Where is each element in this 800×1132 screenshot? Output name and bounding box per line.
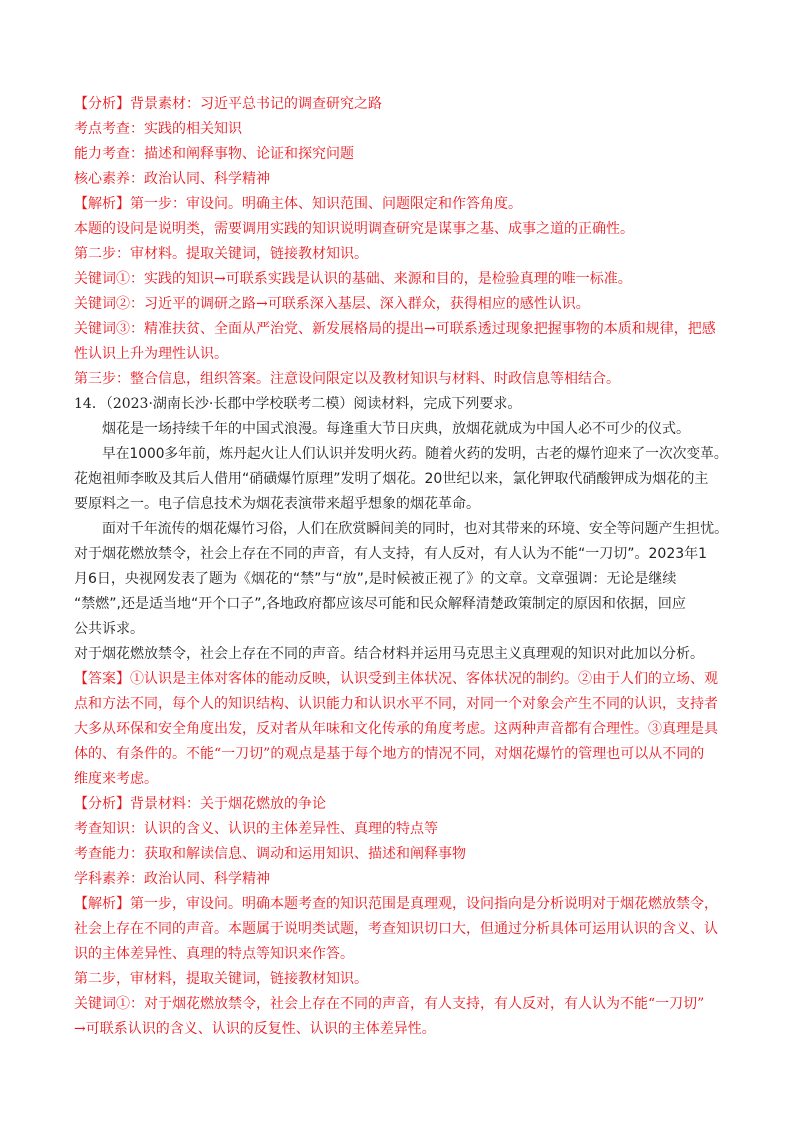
explanation-2-step-2: 第二步，审材料，提取关键词，链接教材知识。 [74,971,368,987]
answer-line-1: 【答案】①认识是主体对客体的能动反映，认识受到主体状况、客体状况的制约。②由于人们的立场、观 [74,671,718,687]
explanation-step-2: 第二步：审材料。提取关键词，链接教材知识。 [74,246,368,262]
subject-literacy: 学科素养：政治认同、科学精神 [74,871,270,887]
ability-point: 能力考查：描述和阐释事物、论证和探究问题 [74,146,354,162]
question-prompt: 对于烟花燃放禁令，社会上存在不同的声音。结合材料并运用马克思主义真理观的知识对此加以分析。 [74,646,704,662]
material-paragraph-3-line-5: 公共诉求。 [74,621,144,637]
answer-line-4: 体的、有条件的。不能“一刀切”的观点是基于每个地方的情况不同，对烟花爆竹的管理也可以从不同的 [74,746,705,762]
keyword-2: 关键词②：习近平的调研之路→可联系深入基层、深入群众，获得相应的感性认识。 [74,296,590,312]
keyword-2-1-continued: →可联系认识的含义、认识的反复性、认识的主体差异性。 [74,1021,436,1037]
explanation-step-1: 【解析】第一步：审设问。明确主体、知识范围、问题限定和作答角度。 [74,196,522,212]
explanation-2-line-3: 识的主体差异性、真理的特点等知识来作答。 [74,946,354,962]
core-literacy: 核心素养：政治认同、科学精神 [74,171,270,187]
question-header: 14．（2023·湖南长沙·长郡中学校联考二模）阅读材料，完成下列要求。 [74,396,522,412]
keyword-1: 关键词①：实践的知识→可联系实践是认识的基础、来源和目的，是检验真理的唯一标准。 [74,271,632,287]
keyword-2-1: 关键词①：对于烟花燃放禁令，社会上存在不同的声音，有人支持，有人反对，有人认为不能“一刀切” [74,996,705,1012]
material-paragraph-3-line-2: 对于烟花燃放禁令，社会上存在不同的声音，有人支持，有人反对，有人认为不能“一刀切”。2023年1 [74,546,708,562]
material-paragraph-2-line-3: 要原料之一。电子信息技术为烟花表演带来超乎想象的烟花革命。 [74,496,480,512]
answer-line-3: 大多从环保和安全角度出发，反对者从年味和文化传承的角度考虑。这两种声音都有合理性。③真理是具 [74,721,718,737]
material-paragraph-1: 烟花是一场持续千年的中国式浪漫。每逢重大节日庆典，放烟花就成为中国人必不可少的仪式。 [102,421,690,437]
material-paragraph-3: 面对千年流传的烟花爆竹习俗，人们在欣赏瞬间美的同时，也对其带来的环境、安全等问题产生担忧。 [102,521,729,537]
material-paragraph-2: 早在1000多年前，炼丹起火让人们认识并发明火药。随着火药的发明，古老的爆竹迎来了一次次变革。 [102,446,728,462]
material-paragraph-2-line-2: 花炮祖师李畋及其后人借用“硝磺爆竹原理”发明了烟花。20世纪以来，氯化钾取代硝酸钾成为烟花的主 [74,471,709,487]
answer-line-5: 维度来考虑。 [74,771,158,787]
material-paragraph-3-line-3: 月6日，央视网发表了题为《烟花的“禁”与“放”,是时候被正视了》的文章。文章强调：无论是继续 [74,571,677,587]
analysis-heading: 【分析】背景素材：习近平总书记的调查研究之路 [74,96,382,112]
explanation-2-step-1: 【解析】第一步，审设问。明确本题考查的知识范围是真理观，设问指向是分析说明对于烟花燃放禁令， [74,896,718,912]
exam-knowledge: 考查知识：认识的含义、认识的主体差异性、真理的特点等 [74,821,438,837]
exam-point: 考点考查：实践的相关知识 [74,121,242,137]
keyword-3: 关键词③：精准扶贫、全面从严治党、新发展格局的提出→可联系透过现象把握事物的本质和规律，把感 [74,321,716,337]
keyword-3-continued: 性认识上升为理性认识。 [74,346,228,362]
exam-ability: 考查能力：获取和解读信息、调动和运用知识、描述和阐释事物 [74,846,466,862]
material-paragraph-3-line-4: “禁燃”,还是适当地“开个口子”,各地政府都应该尽可能和民众解释清楚政策制定的原因和依据，回应 [74,596,686,612]
analysis-heading-2: 【分析】背景材料：关于烟花燃放的争论 [74,796,326,812]
answer-line-2: 点和方法不同，每个人的知识结构、认识能力和认识水平不同，对同一个对象会产生不同的认识，支持者 [74,696,718,712]
explanation-step-3: 第三步：整合信息，组织答案。注意设问限定以及教材知识与材料、时政信息等相结合。 [74,371,620,387]
explanation-2-line-2: 社会上存在不同的声音。本题属于说明类试题，考查知识切口大，但通过分析具体可运用认识的含义、认 [74,921,718,937]
explanation-text: 本题的设问是说明类，需要调用实践的知识说明调查研究是谋事之基、成事之道的正确性。 [74,221,634,237]
